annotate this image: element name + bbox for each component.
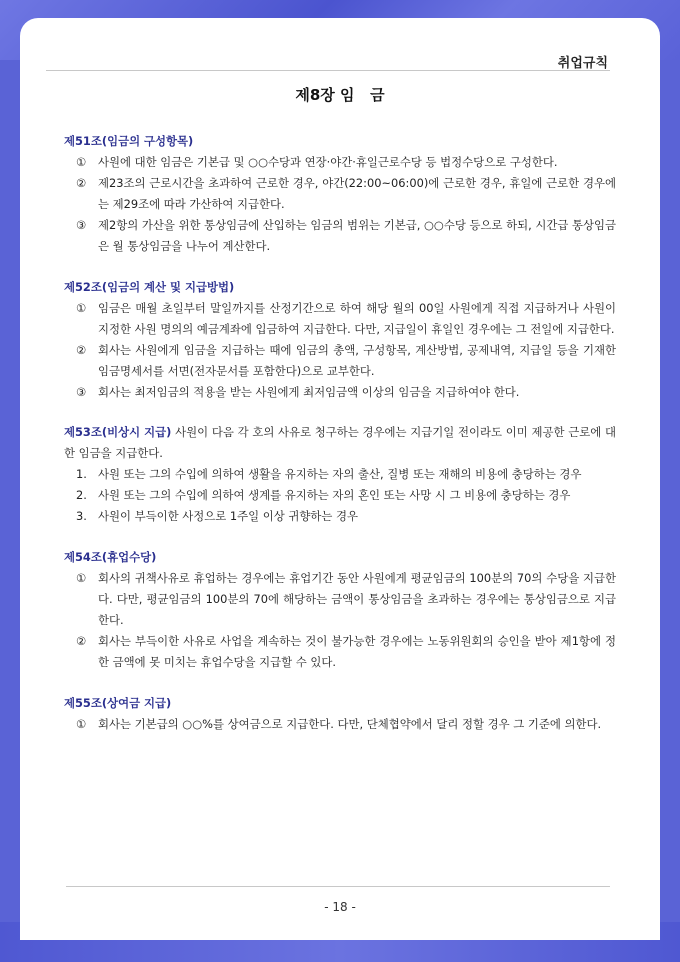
article-53 <box>64 422 616 527</box>
document-title: 취업규칙 <box>557 56 608 71</box>
article-item <box>64 298 616 340</box>
item-text: 제2항의 가산을 위한 통상임금에 산입하는 임금의 범위는 기본급, ○○수당 등으로 하되, 시간급 통상임금은 월 통상임금을 나누어 계산한다. <box>98 218 616 253</box>
article-title: 제54조(휴업수당) <box>64 550 157 564</box>
item-text: 사원 또는 그의 수입에 의하여 생계를 유지하는 자의 혼인 또는 사망 시 그 비용에 충당하는 경우 <box>98 488 571 502</box>
article-54 <box>64 546 616 673</box>
item-text: 임금은 매월 초일부터 말일까지를 산정기간으로 하여 해당 월의 00일 사원에게 직접 지급하거나 사원이 지정한 사원 명의의 예금계좌에 입금하여 지급한다. 다만, 지급일이 휴일인 경우에는 그 전일에 지급한다. <box>98 301 616 336</box>
item-number: ① <box>76 301 87 315</box>
article-item <box>64 340 616 382</box>
page-header <box>46 32 610 71</box>
item-number: 3. <box>76 509 87 523</box>
item-text: 회사는 부득이한 사유로 사업을 계속하는 것이 불가능한 경우에는 노동위원회의 승인을 받아 제1항에 정한 금액에 못 미치는 휴업수당을 지급할 수 있다. <box>98 634 616 669</box>
document-body <box>64 130 616 754</box>
article-item <box>64 506 616 527</box>
item-text: 제23조의 근로시간을 초과하여 근로한 경우, 야간(22:00~06:00)에 근로한 경우, 휴일에 근로한 경우에는 제29조에 따라 가산하여 지급한다. <box>98 176 616 211</box>
article-item <box>64 485 616 506</box>
article-item <box>64 714 616 735</box>
footer-divider <box>66 886 610 887</box>
article-item <box>64 215 616 257</box>
item-number: ② <box>76 343 87 357</box>
article-title: 제52조(임금의 계산 및 지급방법) <box>64 280 235 294</box>
item-text: 회사는 사원에게 임금을 지급하는 때에 임금의 총액, 구성항목, 계산방법, 공제내역, 지급일 등을 기재한 임금명세서를 서면(전자문서를 포함한다)으로 교부한다. <box>98 343 616 378</box>
item-text: 사원에 대한 임금은 기본급 및 ○○수당과 연장·야간·휴일근로수당 등 법정수당으로 구성한다. <box>98 155 558 169</box>
item-number: ② <box>76 634 87 648</box>
intro-text: 사원이 다음 각 호의 사유로 청구하는 경우에는 지급기일 전이라도 이미 제공한 근로에 대한 임금을 지급한다. <box>64 425 616 460</box>
article-intro <box>64 422 616 464</box>
item-number: ① <box>76 571 87 585</box>
item-number: 1. <box>76 467 87 481</box>
item-number: ① <box>76 717 87 731</box>
article-item <box>64 173 616 215</box>
article-item <box>64 464 616 485</box>
item-text: 사원 또는 그의 수입에 의하여 생활을 유지하는 자의 출산, 질병 또는 재해의 비용에 충당하는 경우 <box>98 467 582 481</box>
article-title: 제53조(비상시 지급) <box>64 425 172 439</box>
item-number: ③ <box>76 385 87 399</box>
article-item <box>64 152 616 173</box>
page-number: - 18 - <box>324 900 356 914</box>
item-text: 사원이 부득이한 사정으로 1주일 이상 귀향하는 경우 <box>98 509 359 523</box>
article-item <box>64 631 616 673</box>
article-55 <box>64 692 616 735</box>
item-number: ② <box>76 176 87 190</box>
article-item <box>64 568 616 631</box>
item-text: 회사는 최저임금의 적용을 받는 사원에게 최저임금액 이상의 임금을 지급하여야 한다. <box>98 385 520 399</box>
item-number: ① <box>76 155 87 169</box>
article-52 <box>64 276 616 403</box>
chapter-title: 제8장 임 금 <box>295 86 385 104</box>
item-text: 회사의 귀책사유로 휴업하는 경우에는 휴업기간 동안 사원에게 평균임금의 100분의 70의 수당을 지급한다. 다만, 평균임금의 100분의 70에 해당하는 금액이 통상임금을 초과하는 경우에는 통상임금으로 지급한다. <box>98 571 616 627</box>
item-number: 2. <box>76 488 87 502</box>
article-title: 제51조(임금의 구성항목) <box>64 134 194 148</box>
article-item <box>64 382 616 403</box>
item-text: 회사는 기본급의 ○○%를 상여금으로 지급한다. 다만, 단체협약에서 달리 정할 경우 그 기준에 의한다. <box>98 717 602 731</box>
article-51 <box>64 130 616 257</box>
item-number: ③ <box>76 218 87 232</box>
article-title: 제55조(상여금 지급) <box>64 696 172 710</box>
